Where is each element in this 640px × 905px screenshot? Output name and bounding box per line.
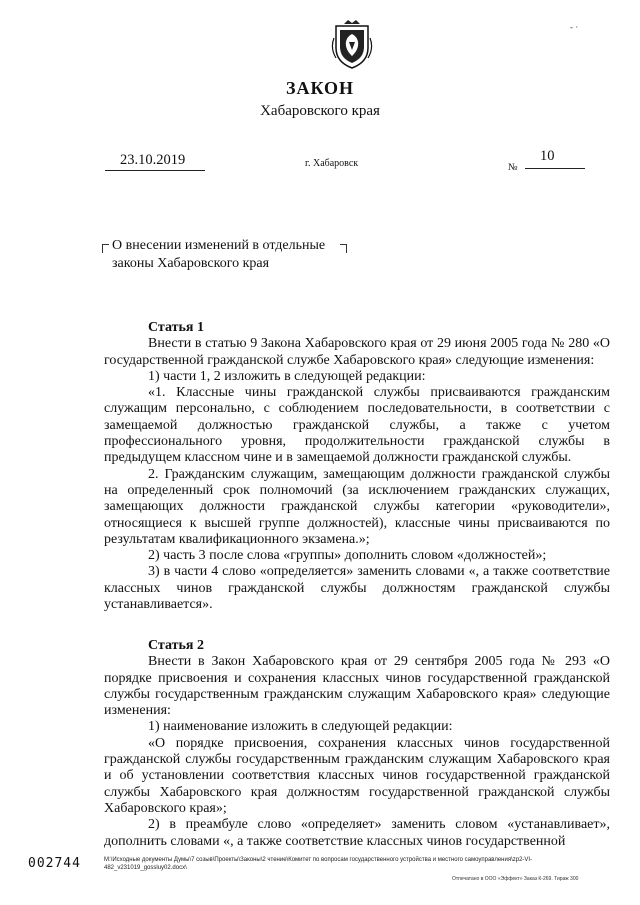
article-2-paragraph: Внести в Закон Хабаровского края от 29 сентября 2005 года № 293 «О порядке присвоения и сохранения классных чинов государственной гражданской службы государственным гражданским служащим Хабаровского края» следующие изменения: bbox=[104, 654, 610, 719]
article-2-paragraph: 1) наименование изложить в следующей редакции: bbox=[148, 719, 453, 735]
article-1-paragraph: 2) часть 3 после слова «группы» дополнить словом «должностей»; bbox=[148, 548, 547, 564]
subject-bracket-right bbox=[340, 244, 347, 253]
article-1-paragraph: 2. Гражданским служащим, замещающим должности гражданской службы на определенный срок полномочий (за исключением гражданских служащих, замещающих должности гражданской службы категории «руководители», относящиеся к высшей группе должностей), классные чины присваиваются по результатам квалификационного экзамена.»; bbox=[104, 466, 610, 547]
article-1-heading: Статья 1 bbox=[148, 320, 204, 335]
corner-mark: - · bbox=[570, 22, 579, 32]
article-2-paragraph: «О порядке присвоения, сохранения классных чинов государственной гражданской службы государственным гражданским служащим Хабаровского края и об установлении соответствия классных чинов государственной гражданской службы Хабаровского края должностям государственной гражданской службы Хабаровского края»; bbox=[104, 735, 610, 816]
printer-note: Отпечатано в ООО «Эффект» Заказ К-269. Тираж 300 bbox=[452, 876, 579, 882]
article-1-paragraph: «1. Классные чины гражданской службы присваиваются гражданским служащим персонально, с соблюдением последовательности, в соответствии с замещаемой должностью гражданской службы, а также с учетом профессионального уровня, продолжительности гражданской службы в предыдущем классном чине и в замещаемой должности гражданской службы. bbox=[104, 385, 610, 466]
document-region: Хабаровского края bbox=[260, 103, 380, 119]
article-2-paragraph: 2) в преамбуле слово «определяет» заменить словом «устанавливает», дополнить словами «, а также соответствие классных чинов государственной bbox=[104, 817, 610, 849]
document-city: г. Хабаровск bbox=[305, 158, 359, 169]
article-1-paragraph: Внести в статью 9 Закона Хабаровского края от 29 июня 2005 года № 280 «О государственной гражданской службе Хабаровского края» следующие изменения: bbox=[104, 336, 610, 368]
subject-bracket-left bbox=[102, 244, 109, 253]
article-2 bbox=[104, 638, 610, 850]
number-underline bbox=[525, 168, 585, 169]
file-path-footer: M:\Исходные документы Думы\7 созыв\Проекты\Законы\2 чтение\Комитет по вопросам государственного устройства и местного самоуправления\zp2-VI-482_v231019_gossluy02.docx\ bbox=[104, 857, 533, 871]
article-1 bbox=[104, 320, 610, 613]
article-1-paragraph: 3) в части 4 слово «определяется» заменить словами «, а также соответствие классных чинов гражданской службы должностям гражданской службы устанавливается». bbox=[104, 564, 610, 613]
document-title: ЗАКОН bbox=[285, 78, 355, 98]
registration-stamp-number: 002744 bbox=[28, 856, 81, 871]
subject-line-2: законы Хабаровского края bbox=[112, 256, 270, 271]
subject-line-1: О внесении изменений в отдельные bbox=[112, 238, 326, 253]
article-1-paragraph: 1) части 1, 2 изложить в следующей редакции: bbox=[148, 368, 426, 384]
date-underline bbox=[105, 170, 205, 171]
document-date: 23.10.2019 bbox=[120, 152, 186, 168]
coat-of-arms-emblem bbox=[330, 18, 374, 70]
number-sign: № bbox=[508, 162, 518, 173]
document-number: 10 bbox=[540, 148, 555, 164]
article-2-heading: Статья 2 bbox=[148, 638, 204, 653]
